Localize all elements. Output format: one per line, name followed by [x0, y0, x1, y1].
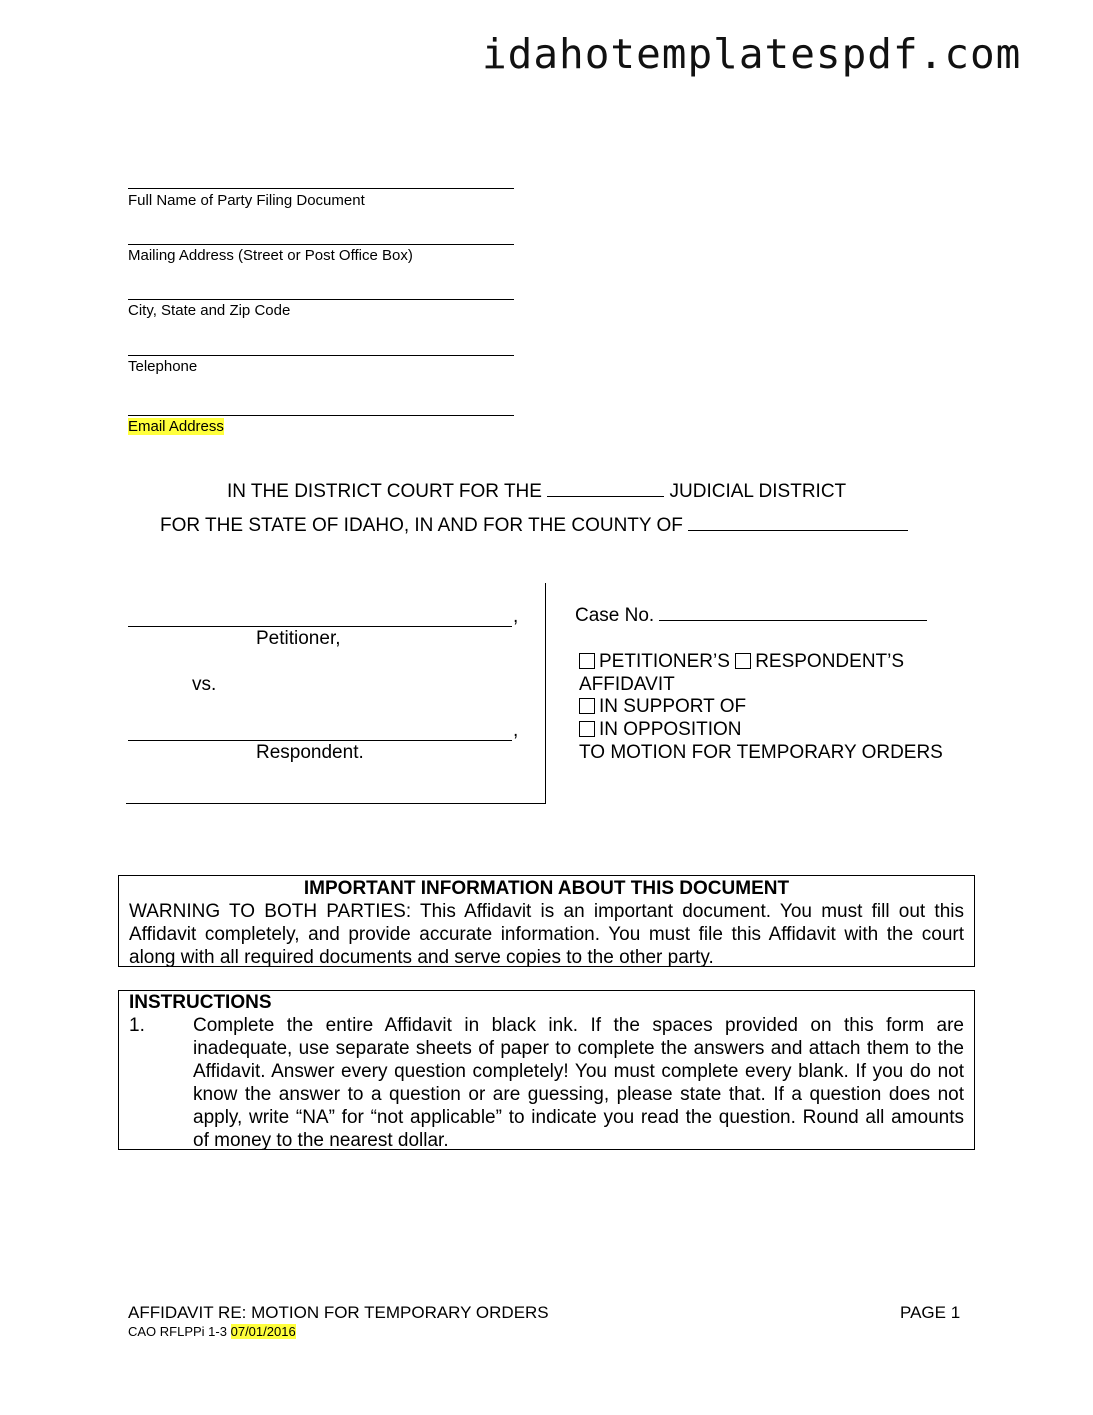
- petitioner-comma: ,: [513, 606, 519, 627]
- form-code: CAO RFLPPi 1-3: [128, 1324, 227, 1339]
- instructions-title: INSTRUCTIONS: [129, 992, 272, 1013]
- mailing-address-label: Mailing Address (Street or Post Office Box): [128, 247, 413, 264]
- footer-title: AFFIDAVIT RE: MOTION FOR TEMPORARY ORDERS: [128, 1303, 549, 1322]
- in-support-checkbox[interactable]: [579, 698, 595, 714]
- email-label: Email Address: [128, 418, 224, 435]
- footer-form-code: [128, 1324, 296, 1339]
- instruction-item: [129, 1014, 964, 1152]
- vs-label: vs.: [192, 674, 217, 695]
- caption-divider: [545, 583, 546, 804]
- motion-label: TO MOTION FOR TEMPORARY ORDERS: [579, 742, 943, 763]
- important-info-title: IMPORTANT INFORMATION ABOUT THIS DOCUMENT: [303, 878, 790, 899]
- judicial-district-blank[interactable]: [547, 482, 664, 497]
- petitioner-label: Petitioner,: [256, 628, 341, 649]
- important-info-body: WARNING TO BOTH PARTIES: This Affidavit is an important document. You must fill out this Affidavit completely, and provide accurate information. You must file this Affidavit with the court along with all required documents and serve copies to the other party.: [129, 901, 964, 968]
- court-line-1: [227, 481, 846, 503]
- respondent-checkbox[interactable]: [735, 653, 751, 669]
- telephone-label: Telephone: [128, 358, 198, 375]
- in-opposition-checkbox[interactable]: [579, 721, 595, 737]
- instruction-text: Complete the entire Affidavit in black ink. If the spaces provided on this form are inadequate, use separate sheets of paper to complete the answers and attach them to the Affidavit. Answer every question completely! You must complete every blank. If you do not know the answer to a question or are guessing, please state that. If a question does not apply, write “NA” for “not applicable” to indicate you read the question. Round all amounts of money to the nearest dollar.: [193, 1015, 964, 1151]
- court-line-1-after: JUDICIAL DISTRICT: [669, 481, 847, 502]
- petitioners-label: PETITIONER’S: [599, 651, 730, 672]
- footer-page: PAGE 1: [900, 1303, 961, 1322]
- caption-bottom-line: [126, 803, 546, 804]
- email-line[interactable]: [128, 415, 514, 416]
- in-opposition-label: IN OPPOSITION: [599, 719, 742, 740]
- respondents-label: RESPONDENT’S: [755, 651, 905, 672]
- case-no: [575, 605, 927, 627]
- important-info-box: [118, 875, 975, 967]
- court-line-2-text: FOR THE STATE OF IDAHO, IN AND FOR THE COUNTY OF: [160, 515, 683, 536]
- court-line-2: [160, 515, 908, 537]
- in-support-row: [579, 696, 746, 718]
- city-state-zip-line[interactable]: [128, 299, 514, 300]
- instruction-number: 1.: [129, 1015, 145, 1036]
- case-no-blank[interactable]: [659, 606, 927, 621]
- county-blank[interactable]: [688, 516, 908, 531]
- court-line-1-before: IN THE DISTRICT COURT FOR THE: [227, 481, 542, 502]
- full-name-label: Full Name of Party Filing Document: [128, 192, 365, 209]
- affiant-options: [579, 651, 904, 673]
- in-opposition-row: [579, 719, 742, 741]
- mailing-address-line[interactable]: [128, 244, 514, 245]
- full-name-line[interactable]: [128, 188, 514, 189]
- petitioner-name-line[interactable]: [128, 626, 512, 627]
- respondent-name-line[interactable]: [128, 740, 512, 741]
- form-date: 07/01/2016: [230, 1324, 296, 1339]
- case-no-label: Case No.: [575, 605, 655, 626]
- petitioner-checkbox[interactable]: [579, 653, 595, 669]
- watermark: idahotemplatespdf.com: [482, 30, 1022, 78]
- in-support-label: IN SUPPORT OF: [599, 696, 747, 717]
- instructions-box: [118, 990, 975, 1150]
- respondent-comma: ,: [513, 720, 519, 741]
- affidavit-label: AFFIDAVIT: [579, 674, 675, 695]
- telephone-line[interactable]: [128, 355, 514, 356]
- respondent-label: Respondent.: [256, 742, 364, 763]
- city-state-zip-label: City, State and Zip Code: [128, 302, 291, 319]
